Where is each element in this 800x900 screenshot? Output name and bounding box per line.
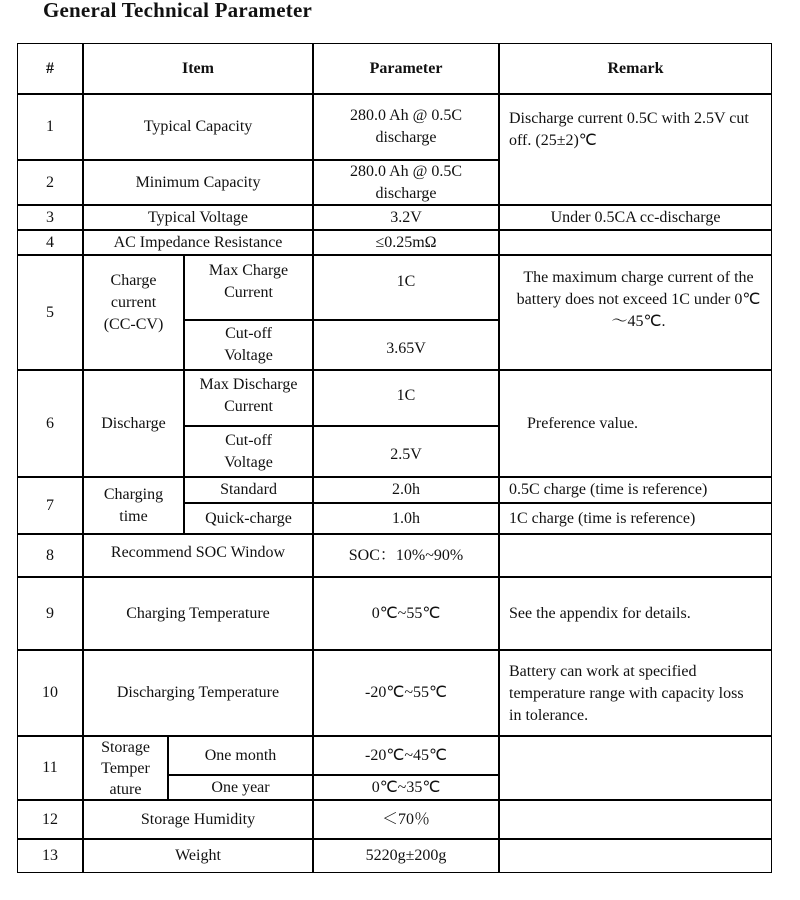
row-1-2-remark: Discharge current 0.5C with 2.5V cut off. (25±2)℃	[499, 94, 772, 205]
row-6-item: Discharge	[83, 370, 184, 477]
row-8-remark	[499, 534, 772, 577]
row-10-num: 10	[17, 650, 83, 736]
parameter-table	[18, 44, 773, 874]
header-remark: Remark	[499, 43, 772, 94]
row-12-remark	[499, 800, 772, 839]
row-4-item: AC Impedance Resistance	[83, 230, 313, 255]
row-6-sub-2: Cut-off Voltage	[184, 426, 313, 477]
row-11-remark	[499, 736, 772, 800]
row-4-num: 4	[17, 230, 83, 255]
row-11-num: 11	[17, 736, 83, 800]
row-9-remark: See the appendix for details.	[499, 577, 772, 650]
row-5-sub-2: Cut-off Voltage	[184, 320, 313, 370]
row-1-item: Typical Capacity	[83, 94, 313, 160]
row-7-parameter-1: 2.0h	[313, 477, 499, 503]
row-4-parameter: ≤0.25mΩ	[313, 230, 499, 255]
row-7-parameter-2: 1.0h	[313, 503, 499, 534]
row-5-item: Charge current (CC-CV)	[83, 255, 184, 370]
row-8-parameter: SOC：10%~90%	[313, 534, 499, 577]
row-2-num: 2	[17, 160, 83, 205]
row-6-remark: Preference value.	[499, 370, 772, 477]
header-parameter: Parameter	[313, 43, 499, 94]
row-4-remark	[499, 230, 772, 255]
row-7-remark-1: 0.5C charge (time is reference)	[499, 477, 772, 503]
row-6-parameter-1: 1C	[313, 370, 499, 426]
row-6-sub-1: Max Discharge Current	[184, 370, 313, 426]
header-item: Item	[83, 43, 313, 94]
row-13-num: 13	[17, 839, 83, 873]
row-1-num: 1	[17, 94, 83, 160]
row-7-num: 7	[17, 477, 83, 534]
row-3-remark: Under 0.5CA cc-discharge	[499, 205, 772, 230]
row-12-item: Storage Humidity	[83, 800, 313, 839]
row-5-parameter-2: 3.65V	[313, 320, 499, 370]
row-9-parameter: 0℃~55℃	[313, 577, 499, 650]
row-3-item: Typical Voltage	[83, 205, 313, 230]
row-5-remark: The maximum charge current of the battery does not exceed 1C under 0℃～45℃.	[499, 255, 772, 370]
row-7-item: Charging time	[83, 477, 184, 534]
row-11-sub-2: One year	[168, 775, 313, 800]
row-11-sub-1: One month	[168, 736, 313, 775]
row-5-parameter-1: 1C	[313, 255, 499, 320]
row-7-sub-2: Quick-charge	[184, 503, 313, 534]
row-2-parameter: 280.0 Ah @ 0.5C discharge	[313, 160, 499, 205]
row-12-num: 12	[17, 800, 83, 839]
row-11-parameter-1: -20℃~45℃	[313, 736, 499, 775]
row-5-sub-1: Max Charge Current	[184, 255, 313, 320]
row-2-item: Minimum Capacity	[83, 160, 313, 205]
row-11-parameter-2: 0℃~35℃	[313, 775, 499, 800]
row-3-num: 3	[17, 205, 83, 230]
row-7-sub-1: Standard	[184, 477, 313, 503]
row-7-remark-2: 1C charge (time is reference)	[499, 503, 772, 534]
row-9-item: Charging Temperature	[83, 577, 313, 650]
row-10-item: Discharging Temperature	[83, 650, 313, 736]
row-13-remark	[499, 839, 772, 873]
row-8-num: 8	[17, 534, 83, 577]
row-3-parameter: 3.2V	[313, 205, 499, 230]
row-1-parameter: 280.0 Ah @ 0.5C discharge	[313, 94, 499, 160]
row-6-num: 6	[17, 370, 83, 477]
row-11-item: Storage Temper ature	[83, 736, 168, 800]
row-6-parameter-2: 2.5V	[313, 426, 499, 477]
row-10-remark: Battery can work at specified temperature range with capacity loss in tolerance.	[499, 650, 772, 736]
row-9-num: 9	[17, 577, 83, 650]
page-title: General Technical Parameter	[43, 0, 312, 22]
row-13-parameter: 5220g±200g	[313, 839, 499, 873]
row-10-parameter: -20℃~55℃	[313, 650, 499, 736]
row-12-parameter: ＜70％	[313, 800, 499, 839]
row-5-num: 5	[17, 255, 83, 370]
row-13-item: Weight	[83, 839, 313, 873]
header-num: #	[17, 43, 83, 94]
row-8-item: Recommend SOC Window	[83, 534, 313, 577]
